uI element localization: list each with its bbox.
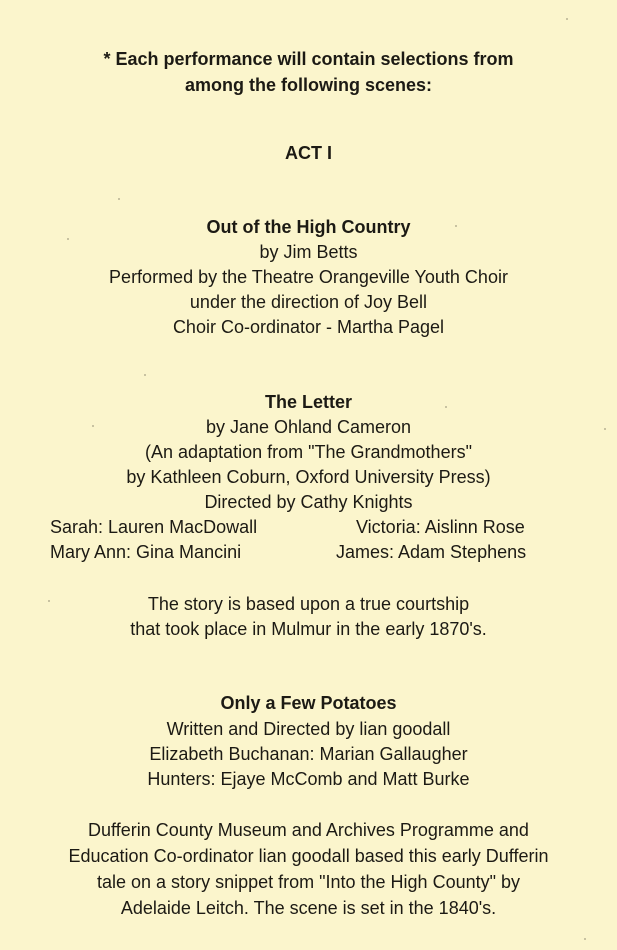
scene3-note-line-1: Dufferin County Museum and Archives Programme and (88, 820, 529, 840)
scene2-adaptation-line-2: by Kathleen Coburn, Oxford University Press) (126, 467, 491, 487)
scene2-cast-sarah: Sarah: Lauren MacDowall (50, 517, 258, 537)
scene1-author: by Jim Betts (259, 242, 358, 262)
paper-speck (67, 238, 69, 240)
scene2-cast-victoria: Victoria: Aislinn Rose (356, 517, 525, 537)
paper-speck (118, 198, 120, 200)
intro-line-2: among the following scenes: (184, 75, 433, 95)
scene1-title: Out of the High Country (206, 217, 411, 237)
paper-speck (584, 938, 586, 940)
paper-speck (455, 225, 457, 227)
paper-speck (604, 428, 606, 430)
scene1-direction: under the direction of Joy Bell (189, 292, 428, 312)
scene2-cast-james: James: Adam Stephens (336, 542, 527, 562)
paper-speck (48, 600, 50, 602)
scene3-note-line-3: tale on a story snippet from "Into the High County" by (97, 872, 520, 892)
scene2-cast-mary-ann: Mary Ann: Gina Mancini (50, 542, 242, 562)
paper-speck (445, 406, 447, 408)
scene2-adaptation-line-1: (An adaptation from "The Grandmothers" (145, 442, 472, 462)
paper-speck (144, 374, 146, 376)
scene2-author: by Jane Ohland Cameron (205, 417, 412, 437)
scene2-note-line-2: that took place in Mulmur in the early 1870's. (130, 619, 487, 639)
scene3-written-directed: Written and Directed by lian goodall (166, 719, 451, 739)
scene1-performed-by: Performed by the Theatre Orangeville Youth Choir (109, 267, 508, 287)
scene3-title: Only a Few Potatoes (220, 693, 397, 713)
scene2-directed-by: Directed by Cathy Knights (204, 492, 413, 512)
paper-speck (566, 18, 568, 20)
scene3-note-line-4: Adelaide Leitch. The scene is set in the 1840's. (120, 898, 497, 918)
act-heading: ACT I (285, 143, 332, 163)
scene1-coordinator: Choir Co-ordinator - Martha Pagel (172, 317, 445, 337)
scene3-cast-2: Hunters: Ejaye McComb and Matt Burke (147, 769, 470, 789)
scene3-cast-1: Elizabeth Buchanan: Marian Gallaugher (149, 744, 468, 764)
scene3-note-line-2: Education Co-ordinator lian goodall based this early Dufferin (68, 846, 549, 866)
intro-line-1: * Each performance will contain selections from (103, 49, 514, 69)
paper-speck (92, 425, 94, 427)
scene2-title: The Letter (264, 392, 352, 412)
scene2-note-line-1: The story is based upon a true courtship (147, 594, 470, 614)
